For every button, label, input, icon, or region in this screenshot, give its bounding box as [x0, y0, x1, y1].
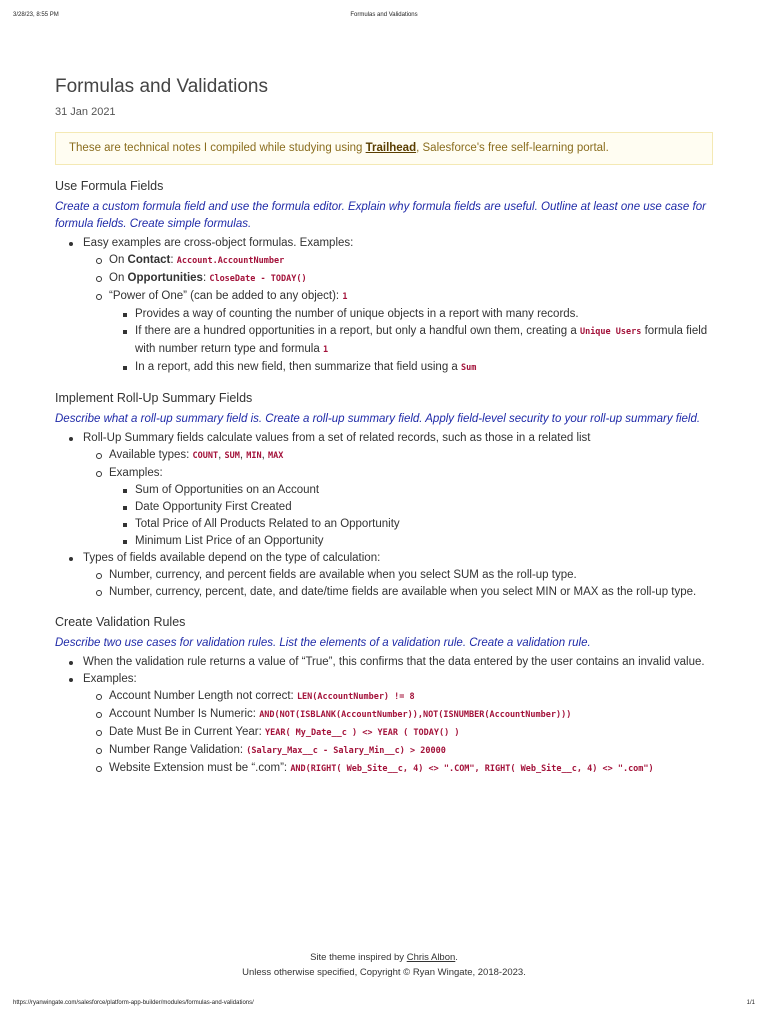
print-footer [13, 1000, 755, 1010]
code-snippet: 1 [342, 292, 348, 302]
list-item [83, 706, 713, 724]
list-item [83, 688, 713, 706]
formula-fields-list [55, 235, 713, 377]
objective-formula-fields: Create a custom formula field and use the formula editor. Explain why formula fields are useful. Outline at least one use case for formula fields. Create simple formulas. [55, 201, 706, 230]
list-item [83, 288, 713, 377]
note-text-before: These are technical notes I compiled while studying using [69, 142, 366, 154]
list-item [83, 742, 713, 760]
print-url: https://ryanwingate.com/salesforce/platform-app-builder/modules/formulas-and-validations/ [13, 1000, 254, 1006]
list-item: Date Opportunity First Created [109, 499, 713, 516]
print-header [13, 12, 755, 22]
list-item: Minimum List Price of an Opportunity [109, 533, 713, 550]
list-item [55, 235, 713, 377]
list-item [83, 760, 713, 778]
list-item [109, 323, 713, 359]
copyright: Unless otherwise specified, Copyright © Ryan Wingate, 2018-2023. [242, 967, 526, 978]
code-snippet: AND(RIGHT( Web_Site__c, 4) <> ".COM", RIGHT( Web_Site__c, 4) <> ".com") [290, 764, 654, 774]
list-item [55, 550, 713, 601]
print-title: Formulas and Validations [350, 12, 418, 18]
list-item: Sum of Opportunities on an Account [109, 482, 713, 499]
text: , [261, 449, 269, 461]
list-item [55, 430, 713, 550]
list-item: When the validation rule returns a value of “True”, this confirms that the data entered by the user contains an invalid value. [55, 654, 713, 671]
code-snippet: 1 [322, 345, 329, 355]
list-item-text: Examples: [83, 673, 137, 685]
list-item: Number, currency, and percent fields are available when you select SUM as the roll-up type. [83, 567, 713, 584]
text: : [202, 272, 210, 284]
section-heading-validation-rules: Create Validation Rules [55, 615, 186, 629]
code-snippet: (Salary_Max__c - Salary_Min__c) > 20000 [246, 746, 446, 756]
post-date: 31 Jan 2021 [55, 106, 116, 118]
formula-examples-list [83, 252, 713, 377]
code-snippet: Unique Users [579, 327, 642, 337]
code-snippet: SUM [224, 451, 240, 461]
text: Number Range Validation: [109, 744, 247, 756]
power-of-one-list [109, 306, 713, 377]
list-item: Number, currency, percent, date, and date/time fields are available when you select MIN or MAX as the roll-up type. [83, 584, 713, 601]
list-item: Total Price of All Products Related to an Opportunity [109, 516, 713, 533]
text: Examples: [109, 467, 163, 479]
code-snippet: MIN [246, 451, 262, 461]
text: If there are a hundred opportunities in a report, but only a handful own them, creating a [135, 325, 580, 337]
code-snippet: Sum [461, 363, 477, 373]
text: Available types: [109, 449, 193, 461]
code-snippet: YEAR( My_Date__c ) <> YEAR ( TODAY() ) [264, 728, 460, 738]
text: : [170, 254, 177, 266]
list-item-text: Easy examples are cross-object formulas. Examples: [83, 237, 354, 249]
text: , [239, 449, 247, 461]
validation-examples-list [83, 688, 713, 778]
list-item [83, 465, 713, 550]
text: . [455, 952, 458, 963]
code-snippet: CloseDate - TODAY() [209, 274, 307, 284]
section-heading-roll-up: Implement Roll-Up Summary Fields [55, 391, 253, 405]
roll-up-examples-list [109, 482, 713, 550]
list-item [109, 359, 713, 377]
list-item [55, 671, 713, 778]
roll-up-list [55, 430, 713, 601]
article [55, 74, 713, 778]
roll-up-sub-list [83, 447, 713, 550]
text: , [218, 449, 225, 461]
text: Website Extension must be “.com”: [109, 762, 291, 774]
trailhead-link[interactable]: Trailhead [365, 142, 417, 154]
list-item [83, 252, 713, 270]
code-snippet: AND(NOT(ISBLANK(AccountNumber)),NOT(ISNUMBER(AccountNumber))) [259, 710, 572, 720]
objective-roll-up: Describe what a roll-up summary field is. Create a roll-up summary field. Apply field-level security to your roll-up summary field. [55, 413, 701, 425]
objective-validation-rules: Describe two use cases for validation rules. List the elements of a validation rule. Create a validation rule. [55, 637, 591, 649]
text: Account Number Is Numeric: [109, 708, 260, 720]
print-datetime: 3/28/23, 8:55 PM [13, 12, 59, 18]
info-note [55, 132, 713, 165]
code-snippet: COUNT [192, 451, 219, 461]
text: On [109, 272, 128, 284]
note-text-after: , Salesforce's free self-learning portal. [416, 142, 609, 154]
text: Date Must Be in Current Year: [109, 726, 265, 738]
text: Site theme inspired by [310, 952, 407, 963]
text: formula field with number return type and formula [135, 325, 708, 355]
text: In a report, add this new field, then summarize that field using a [135, 361, 462, 373]
text: On [109, 254, 128, 266]
section-heading-formula-fields: Use Formula Fields [55, 179, 164, 193]
site-footer [0, 950, 768, 980]
list-item [83, 447, 713, 465]
theme-credit [0, 950, 768, 965]
print-page-number: 1/1 [746, 1000, 755, 1006]
page-title: Formulas and Validations [55, 76, 268, 97]
object-label: Opportunities [127, 272, 203, 284]
text: “Power of One” (can be added to any object): [109, 290, 343, 302]
code-snippet: LEN(AccountNumber) != 8 [296, 692, 415, 702]
list-item [83, 270, 713, 288]
code-snippet: Account.AccountNumber [176, 256, 285, 266]
list-item-text: Types of fields available depend on the type of calculation: [83, 552, 381, 564]
code-snippet: MAX [268, 451, 284, 461]
chris-albon-link[interactable]: Chris Albon [406, 952, 456, 963]
object-label: Contact [127, 254, 171, 266]
text: Account Number Length not correct: [109, 690, 297, 702]
list-item-text: Roll-Up Summary fields calculate values from a set of related records, such as those in a related list [83, 432, 591, 444]
list-item: Provides a way of counting the number of unique objects in a report with many records. [109, 306, 713, 323]
list-item [83, 724, 713, 742]
calculation-types-list [83, 567, 713, 601]
validation-list [55, 654, 713, 778]
